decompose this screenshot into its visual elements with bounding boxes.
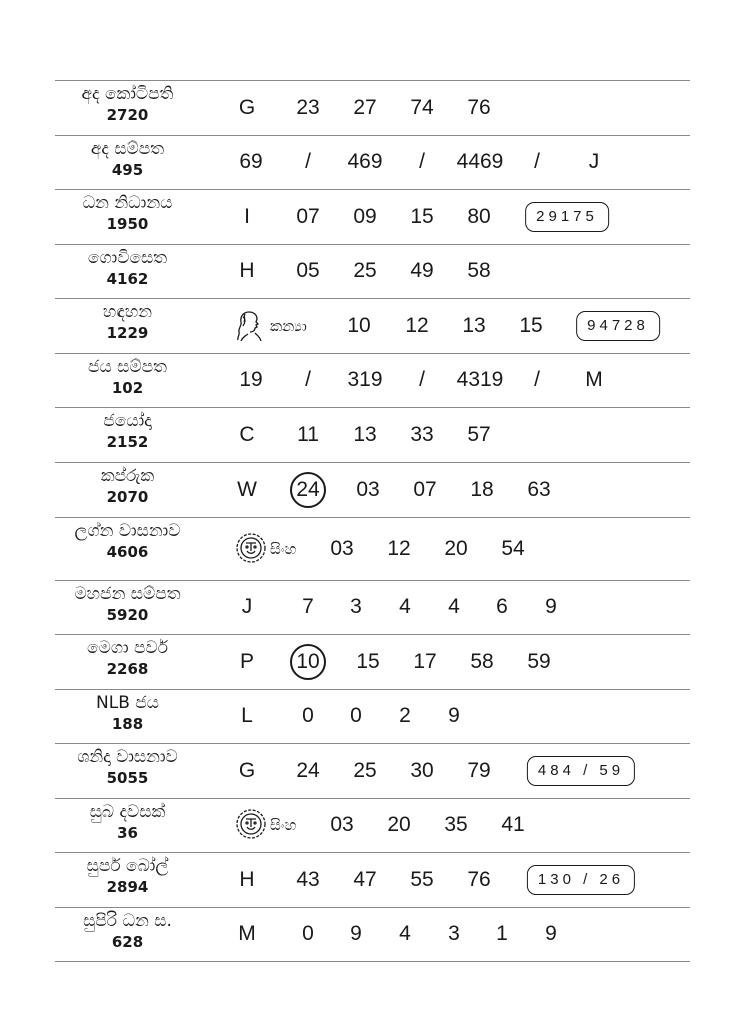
result-value: 13 [462,313,486,337]
result-value: 0 [302,922,314,945]
lottery-name: අද සම්පත [90,139,165,159]
result-value: 43 [296,867,320,891]
result-value: 57 [467,422,491,446]
result-value: 4 [399,595,411,618]
result-value: 80 [467,204,491,228]
result-value: 319 [347,368,383,391]
lottery-name: මෙගා පවර් [87,638,168,658]
result-value: J [241,595,253,618]
draw-number: 4162 [106,270,149,288]
lottery-name: අද කෝටිපති [81,84,174,104]
result-value: 07 [296,204,320,228]
result-value: 4 [399,922,411,945]
result-value: 79 [467,758,491,782]
row-divider [55,135,690,136]
draw-number: 628 [111,933,144,951]
draw-number: 2268 [106,660,149,678]
result-value: 2 [399,704,411,727]
result-value: 59 [527,649,551,673]
result-value: 4469 [456,150,504,173]
result-value: J [588,150,600,173]
result-value: 10 [347,313,371,337]
result-value: 33 [410,422,434,446]
result-value: 54 [501,536,525,560]
lottery-name: ජය සම්පත [88,357,167,377]
result-value: 0 [350,704,362,727]
draw-number: 188 [111,715,144,733]
draw-number: 5055 [106,769,149,787]
result-value: 12 [405,313,429,337]
row-divider [55,798,690,799]
lottery-name: ධන නිධානය [82,193,173,213]
result-value: 9 [350,922,362,945]
result-value: / [419,368,425,391]
draw-number: 2152 [106,433,149,451]
result-value: / [534,150,540,173]
row-divider [55,852,690,853]
row-divider [55,407,690,408]
draw-number: 1229 [106,324,149,342]
result-value: 55 [410,867,434,891]
result-value: 05 [296,259,320,282]
result-value: I [244,204,250,228]
lottery-name: NLB ජය [96,693,159,713]
leo-icon [235,808,265,842]
result-value: 74 [410,95,434,119]
result-value: 19 [239,368,263,391]
result-value: 03 [330,813,354,836]
result-value: M [585,368,603,391]
result-value: 17 [413,649,437,673]
bonus-number-box: 29175 [525,202,609,232]
row-divider [55,580,690,581]
virgo-icon [235,309,265,343]
result-value: 4319 [456,368,504,391]
draw-number: 495 [111,161,144,179]
result-value: 09 [353,204,377,228]
leo-icon [235,532,265,566]
row-divider [55,298,690,299]
result-value: H [239,259,255,282]
result-value: 35 [444,813,468,836]
draw-number: 4606 [106,543,149,561]
result-value: 9 [545,922,557,945]
lottery-name: සුපිරි ධන ස. [83,911,172,931]
lottery-name: ශනිදා වාසනාව [77,747,178,767]
circled-number: 10 [290,644,326,680]
result-value: 25 [353,259,377,282]
result-value: 15 [356,649,380,673]
result-value: 3 [350,595,362,618]
result-value: 20 [387,813,411,836]
result-value: 47 [353,867,377,891]
result-value: 0 [302,704,314,727]
result-value: 13 [353,422,377,446]
result-value: 12 [387,536,411,560]
result-value: / [305,368,311,391]
row-divider [55,689,690,690]
lottery-name: ගොවිසෙත [87,248,168,268]
lottery-name: මහජන සම්පත [74,584,181,604]
draw-number: 2070 [106,488,149,506]
result-value: M [238,922,256,945]
result-value: 63 [527,477,551,501]
result-value: 469 [347,150,383,173]
result-value: P [239,649,255,673]
result-value: 1 [496,922,508,945]
result-value: 58 [467,259,491,282]
result-value: 9 [448,704,460,727]
row-divider [55,743,690,744]
result-value: 41 [501,813,525,836]
result-value: 24 [296,758,320,782]
bonus-number-box: 484 / 59 [527,756,635,786]
result-value: G [238,95,256,119]
lottery-name: සුපර් බෝල් [86,856,169,876]
zodiac-sign-label: සිංහ [270,539,297,558]
result-value: 23 [296,95,320,119]
row-divider [55,80,690,81]
result-value: / [305,150,311,173]
draw-number: 5920 [106,606,149,624]
draw-number: 36 [117,824,138,842]
result-value: L [241,704,253,727]
result-value: / [534,368,540,391]
result-value: C [239,422,255,446]
draw-number: 102 [111,379,144,397]
result-value: W [237,477,257,501]
row-divider [55,189,690,190]
result-value: 18 [470,477,494,501]
row-divider [55,517,690,518]
row-divider [55,353,690,354]
row-divider [55,907,690,908]
result-value: 20 [444,536,468,560]
result-value: 69 [239,150,263,173]
row-divider [55,244,690,245]
row-divider [55,961,690,962]
result-value: 25 [353,758,377,782]
circled-number: 24 [290,472,326,508]
result-value: 07 [413,477,437,501]
result-value: / [419,150,425,173]
result-value: 30 [410,758,434,782]
draw-number: 1950 [106,215,149,233]
result-value: 7 [302,595,314,618]
result-value: 11 [297,422,319,446]
result-value: 3 [448,922,460,945]
lottery-name: කප්රුක [100,466,155,486]
lottery-name: ජයෝදා [103,411,152,431]
lottery-name: හඳහන [102,302,153,322]
result-value: 4 [448,595,460,618]
draw-number: 2894 [106,878,149,896]
result-value: 03 [330,536,354,560]
result-value: 03 [356,477,380,501]
lottery-name: සුබ දවසක් [89,802,166,822]
result-value: 58 [470,649,494,673]
result-value: H [239,867,255,891]
draw-number: 2720 [106,106,149,124]
lottery-name: ලග්න වාසනාව [74,521,181,541]
result-value: 27 [353,95,377,119]
row-divider [55,634,690,635]
zodiac-sign-label: සිංහ [270,816,297,834]
bonus-number-box: 130 / 26 [527,865,635,895]
result-value: 9 [545,595,557,618]
result-value: 15 [410,204,434,228]
result-value: 49 [410,259,434,282]
result-value: 76 [467,867,491,891]
result-value: G [238,758,256,782]
result-value: 6 [496,595,508,618]
zodiac-sign-label: කන්‍යා [270,316,307,335]
result-value: 15 [519,313,543,337]
result-value: 76 [467,95,491,119]
row-divider [55,462,690,463]
bonus-number-box: 94728 [576,311,660,341]
